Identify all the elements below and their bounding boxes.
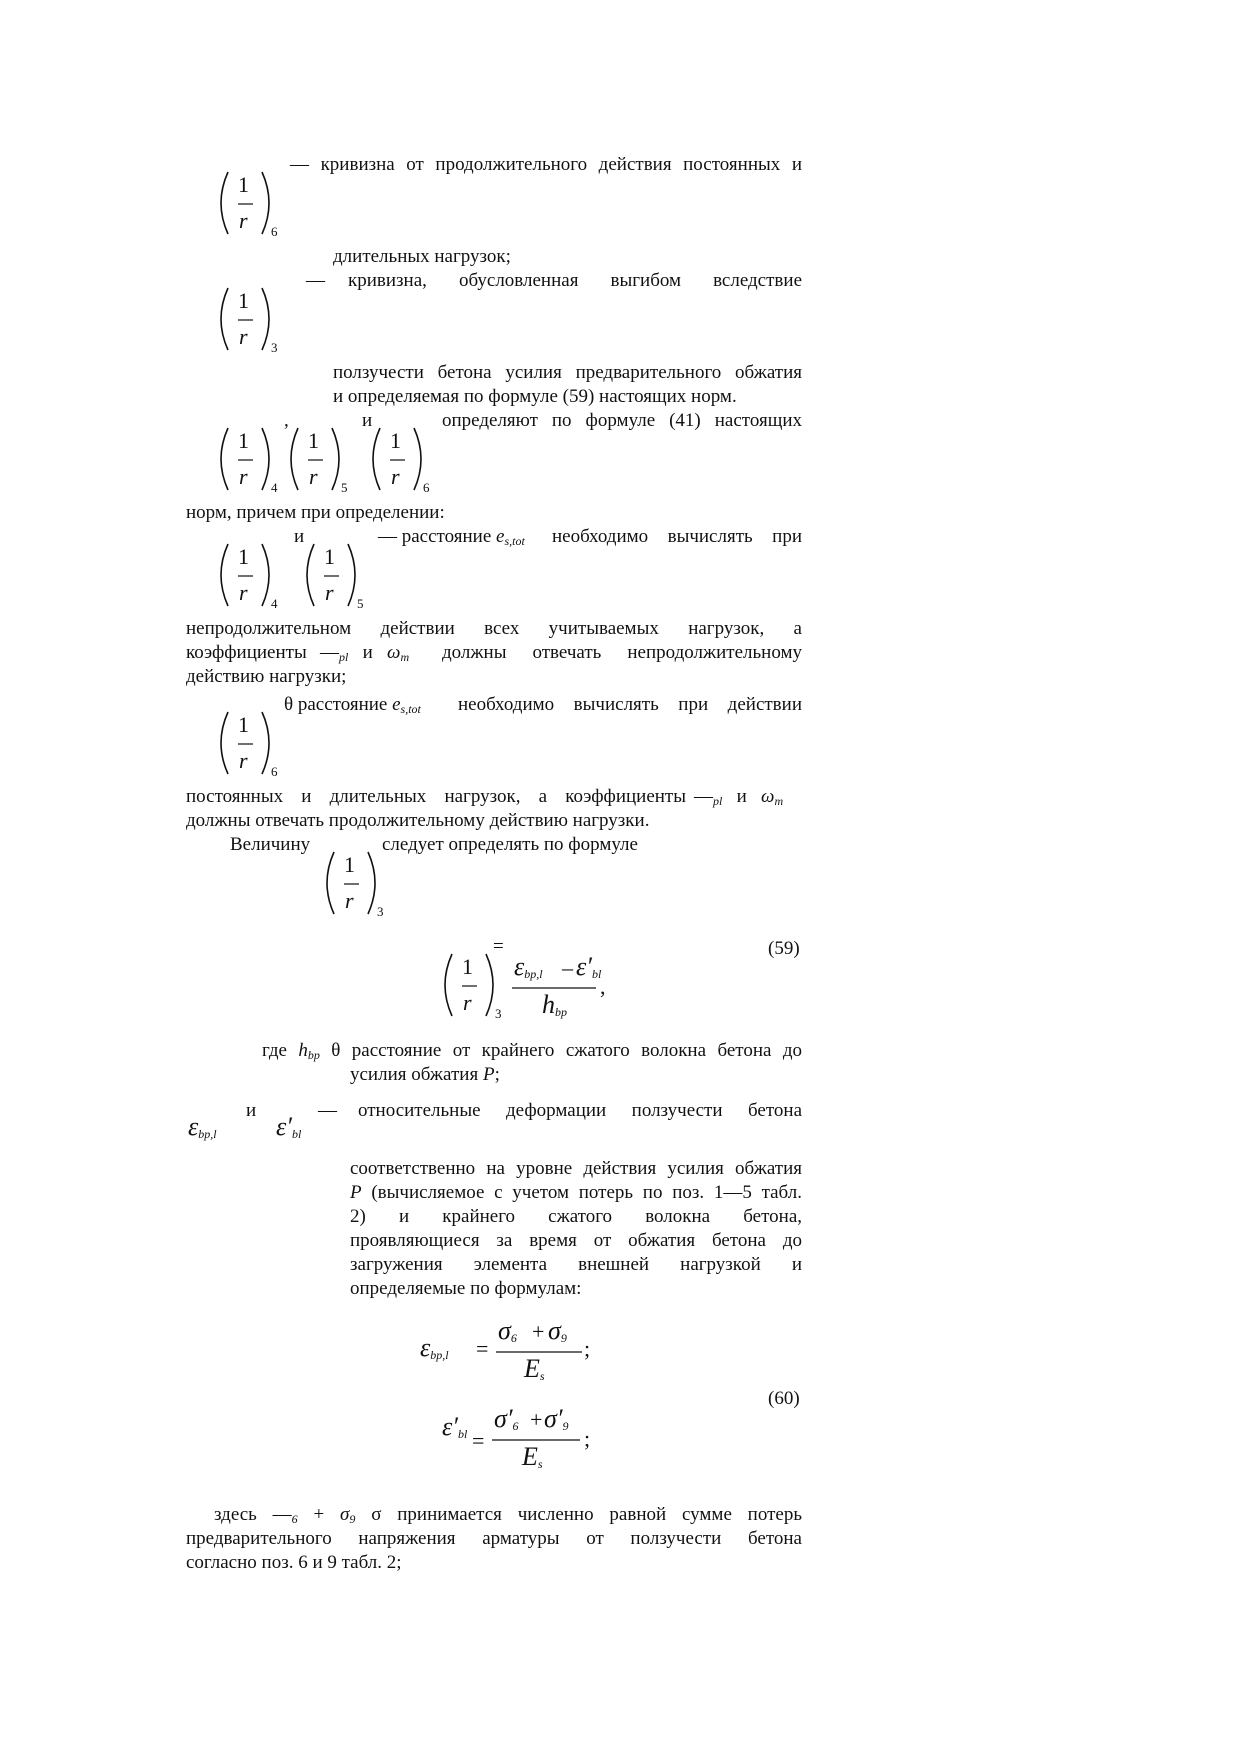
fraction-subscript: 6 <box>271 764 278 779</box>
fraction-denominator: r <box>239 208 248 233</box>
plus-sign: + <box>532 1319 545 1344</box>
formula-60a <box>420 1316 600 1386</box>
text-line: должны отвечать продолжительному действию нагрузки. <box>186 810 650 831</box>
fraction-numerator: 1 <box>238 288 249 313</box>
elastic-modulus: $E_s$ <box>522 1442 543 1471</box>
text-line: и определяемая по формуле (59) настоящих норм. <box>333 386 737 407</box>
text-line: согласно поз. 6 и 9 табл. 2; <box>186 1552 402 1573</box>
fraction-subscript: 4 <box>271 480 278 495</box>
text-line: где $h_{bp}$ θ расстояние от крайнего сжатого волокна бетона до <box>262 1040 803 1062</box>
sigma-6: $\sigma_6$ <box>498 1316 517 1345</box>
fraction-denominator: r <box>239 464 248 489</box>
text-line: постоянных и длительных нагрузок, а коэффициенты <box>186 786 686 807</box>
text-fragment: $—_{pl}$ и $\omega_m$ <box>320 642 410 664</box>
fraction-denominator: r <box>325 580 334 605</box>
semicolon: ; <box>584 1426 591 1451</box>
text-line: действию нагрузки; <box>186 666 347 687</box>
fraction-one-over-r <box>440 950 500 1020</box>
fraction-one-over-r <box>302 540 362 610</box>
text-fragment: коэффициенты <box>186 642 307 663</box>
equation-number-59: (59) <box>768 938 800 959</box>
fraction-denominator: r <box>309 464 318 489</box>
fraction-subscript: 3 <box>377 904 384 919</box>
elastic-modulus: $E_s$ <box>524 1354 545 1383</box>
plus-sign: + <box>530 1407 543 1432</box>
equation-number-60: (60) <box>768 1388 800 1409</box>
text-line: необходимо вычислять при <box>552 526 802 547</box>
sigma-9-prime: $\sigma'_9$ <box>544 1404 569 1433</box>
conjunction: и <box>294 526 305 547</box>
comma: , <box>600 974 606 999</box>
text-line: относительные деформации ползучести бетона <box>358 1100 802 1121</box>
fraction-subscript: 4 <box>271 596 278 611</box>
fraction-denominator: r <box>463 990 472 1015</box>
fraction-numerator: 1 <box>238 172 249 197</box>
epsilon-bp-l: $\varepsilon_{bp,l}$ <box>188 1112 217 1141</box>
fraction-numerator: 1 <box>238 712 249 737</box>
epsilon-bl-prime: $\varepsilon'_{bl}$ <box>576 952 602 981</box>
epsilon-bl-prime: $\varepsilon'_{bl}$ <box>442 1412 468 1441</box>
text-line: определяют по формуле (41) настоящих <box>442 410 802 431</box>
dash: — <box>318 1100 337 1121</box>
fraction-subscript: 6 <box>423 480 430 495</box>
fraction-numerator: 1 <box>390 428 401 453</box>
text-line: загружения элемента внешней нагрузкой и <box>350 1254 802 1275</box>
text-line: кривизна, обусловленная выгибом вследствие <box>348 270 802 291</box>
text-line: — расстояние $e_{s,tot}$ <box>378 526 525 548</box>
text-line: следует определять по формуле <box>382 834 638 855</box>
fraction-one-over-r <box>322 848 382 918</box>
text-line: соответственно на уровне действия усилия обжатия <box>350 1158 802 1179</box>
text-line: норм, причем при определении: <box>186 502 445 523</box>
epsilon-bp-l: $\varepsilon_{bp,l}$ <box>420 1333 449 1362</box>
fraction-denominator: r <box>345 888 354 913</box>
fraction-one-over-r <box>216 708 276 778</box>
fraction-subscript: 3 <box>495 1006 502 1021</box>
text-line: необходимо вычислять при действии <box>458 694 802 715</box>
equals-sign: = <box>472 1428 485 1453</box>
fraction-subscript: 3 <box>271 340 278 355</box>
text-line: длительных нагрузок; <box>333 246 511 267</box>
text-line: ползучести бетона усилия предварительного обжатия <box>333 362 802 383</box>
text-line: определяемые по формулам: <box>350 1278 582 1299</box>
equals-sign: = <box>493 936 504 957</box>
minus-sign: – <box>562 955 573 980</box>
formula-60b <box>442 1404 602 1476</box>
fraction-denominator: r <box>239 748 248 773</box>
fraction-one-over-r <box>216 284 276 354</box>
text-line: должны отвечать непродолжительному <box>442 642 802 663</box>
equals-sign: = <box>476 1336 489 1361</box>
fraction-numerator: 1 <box>308 428 319 453</box>
comma: , <box>284 410 289 431</box>
fraction-numerator: 1 <box>324 544 335 569</box>
fraction-one-over-r <box>216 424 276 494</box>
fraction-one-over-r <box>216 168 276 238</box>
text-line: P (вычисляемое с учетом потерь по поз. 1—5 табл. <box>350 1182 802 1203</box>
epsilon-bp-l: $\varepsilon_{bp,l}$ <box>514 952 543 981</box>
fraction-subscript: 5 <box>357 596 364 611</box>
epsilon-bl-prime: $\varepsilon'_{bl}$ <box>276 1112 302 1141</box>
text-line: 2) и крайнего сжатого волокна бетона, <box>350 1206 802 1227</box>
fraction-denominator: r <box>239 324 248 349</box>
sigma-6-prime: $\sigma'_6$ <box>494 1404 519 1433</box>
fraction-subscript: 5 <box>341 480 348 495</box>
sigma-9: $\sigma_9$ <box>548 1316 567 1345</box>
text-fragment: θ расстояние $e_{s,tot}$ <box>284 694 421 716</box>
dash: — <box>306 270 325 291</box>
fraction-numerator: 1 <box>238 428 249 453</box>
formula-59-fraction <box>512 952 612 1022</box>
text-line: проявляющиеся за время от обжатия бетона до <box>350 1230 802 1251</box>
fraction-numerator: 1 <box>462 954 473 979</box>
conjunction: и <box>362 410 373 431</box>
conjunction: и <box>246 1100 257 1121</box>
fraction-numerator: 1 <box>238 544 249 569</box>
text-line: — кривизна от продолжительного действия постоянных и <box>290 154 802 175</box>
fraction-one-over-r <box>286 424 346 494</box>
text-fragment: $—_{pl}$ и $\omega_m$ <box>694 786 784 808</box>
fraction-one-over-r <box>216 540 276 610</box>
text-fragment: Величину <box>230 834 311 855</box>
fraction-denominator: r <box>391 464 400 489</box>
text-line: предварительного напряжения арматуры от ползучести бетона <box>186 1528 802 1549</box>
h-bp: $h_{bp}$ <box>542 990 567 1019</box>
semicolon: ; <box>584 1336 591 1361</box>
fraction-one-over-r <box>368 424 428 494</box>
fraction-numerator: 1 <box>344 852 355 877</box>
fraction-denominator: r <box>239 580 248 605</box>
text-line: непродолжительном действии всех учитываемых нагрузок, а <box>186 618 802 639</box>
fraction-subscript: 6 <box>271 224 278 239</box>
text-line: усилия обжатия P; <box>350 1064 500 1085</box>
text-line: здесь $—_6 + \sigma_9$ σ принимается численно равной сумме потерь <box>214 1504 803 1526</box>
